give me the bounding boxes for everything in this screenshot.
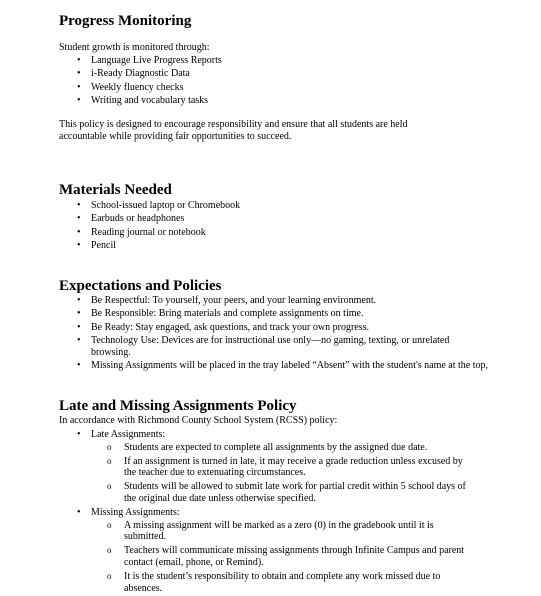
list-item-late-assignments	[0, 429, 541, 505]
circle-bullet-icon: o	[107, 481, 112, 492]
late-missing-list	[0, 429, 541, 596]
list-item: • Be Responsible: Bring materials and complete assignments on time.	[77, 308, 364, 320]
bullet-icon: •	[77, 55, 81, 66]
sub-list-item: o Teachers will communicate missing assignments through Infinite Campus and parent contact (email, phone, or Remind).	[107, 545, 465, 568]
list-item: • Technology Use: Devices are for instructional use only—no gaming, texting, or unrelated browsing.	[77, 335, 450, 358]
bullet-icon: •	[77, 295, 81, 306]
sub-list-item: o Students will be allowed to submit late work for partial credit within 5 school days of the original due date unless otherwise specified.	[107, 481, 466, 504]
bullet-icon: •	[77, 308, 81, 320]
bullet-icon: •	[77, 200, 81, 211]
sub-list-item: o If an assignment is turned in late, it may receive a grade reduction unless excused by the teacher due to extenuating circumstances.	[107, 455, 463, 479]
bullet-icon: •	[77, 213, 81, 225]
list-item: • Reading journal or notebook	[77, 226, 206, 238]
bullet-icon: •	[77, 226, 81, 238]
list-item: • Pencil	[77, 240, 116, 252]
list-item: • School-issued laptop or Chromebook	[77, 200, 241, 211]
list-item: • Missing Assignments will be placed in the tray labeled “Absent” with the student's name at the top,	[77, 360, 489, 372]
heading-progress-monitoring: Progress Monitoring	[59, 13, 192, 29]
sub-list-item: o A missing assignment will be marked as a zero (0) in the gradebook until it is submitted.	[107, 519, 434, 543]
circle-bullet-icon: o	[107, 545, 112, 556]
sub-list-item: o Students are expected to complete all assignments by the assigned due date.	[107, 441, 428, 453]
heading-materials-needed: Materials Needed	[59, 182, 172, 198]
bullet-icon: •	[77, 95, 81, 107]
progress-list	[0, 55, 541, 109]
bullet-icon: •	[77, 506, 81, 518]
list-item: • i-Ready Diagnostic Data	[77, 68, 190, 80]
bullet-icon: •	[77, 68, 81, 80]
circle-bullet-icon: o	[107, 455, 112, 466]
progress-intro: Student growth is monitored through:	[59, 42, 210, 53]
list-item: • Language Live Progress Reports	[77, 55, 222, 66]
bullet-icon: •	[77, 429, 81, 440]
bullet-icon: •	[77, 81, 81, 93]
list-item: • Earbuds or headphones	[77, 213, 185, 225]
heading-expectations-policies: Expectations and Policies	[59, 278, 222, 294]
group-label: Late Assignments:	[91, 429, 166, 440]
missing-sublist	[0, 519, 465, 595]
bullet-icon: •	[77, 321, 81, 333]
late-sublist	[0, 441, 466, 505]
bullet-icon: •	[77, 335, 81, 347]
bullet-icon: •	[77, 360, 81, 372]
list-item: • Weekly fluency checks	[77, 81, 184, 93]
bullet-icon: •	[77, 240, 81, 252]
circle-bullet-icon: o	[107, 441, 112, 452]
circle-bullet-icon: o	[107, 570, 112, 581]
list-item-missing-assignments	[0, 507, 541, 595]
group-label: Missing Assignments:	[91, 506, 180, 518]
list-item: • Be Respectful: To yourself, your peers, and your learning environment.	[77, 295, 377, 306]
circle-bullet-icon: o	[107, 519, 112, 530]
sub-list-item: o It is the student’s responsibility to obtain and complete any work missed due to absences.	[107, 570, 441, 594]
expectations-list	[0, 295, 541, 374]
list-item: • Be Ready: Stay engaged, ask questions, and track your own progress.	[77, 321, 369, 333]
late-missing-intro: In accordance with Richmond County School System (RCSS) policy:	[59, 415, 338, 426]
heading-late-missing-policy: Late and Missing Assignments Policy	[59, 398, 297, 414]
materials-list	[0, 200, 541, 254]
list-item: • Writing and vocabulary tasks	[77, 95, 209, 107]
policy-text: This policy is designed to encourage responsibility and ensure that all students are held accountable while providing fair opportunities to succeed.	[59, 119, 408, 142]
